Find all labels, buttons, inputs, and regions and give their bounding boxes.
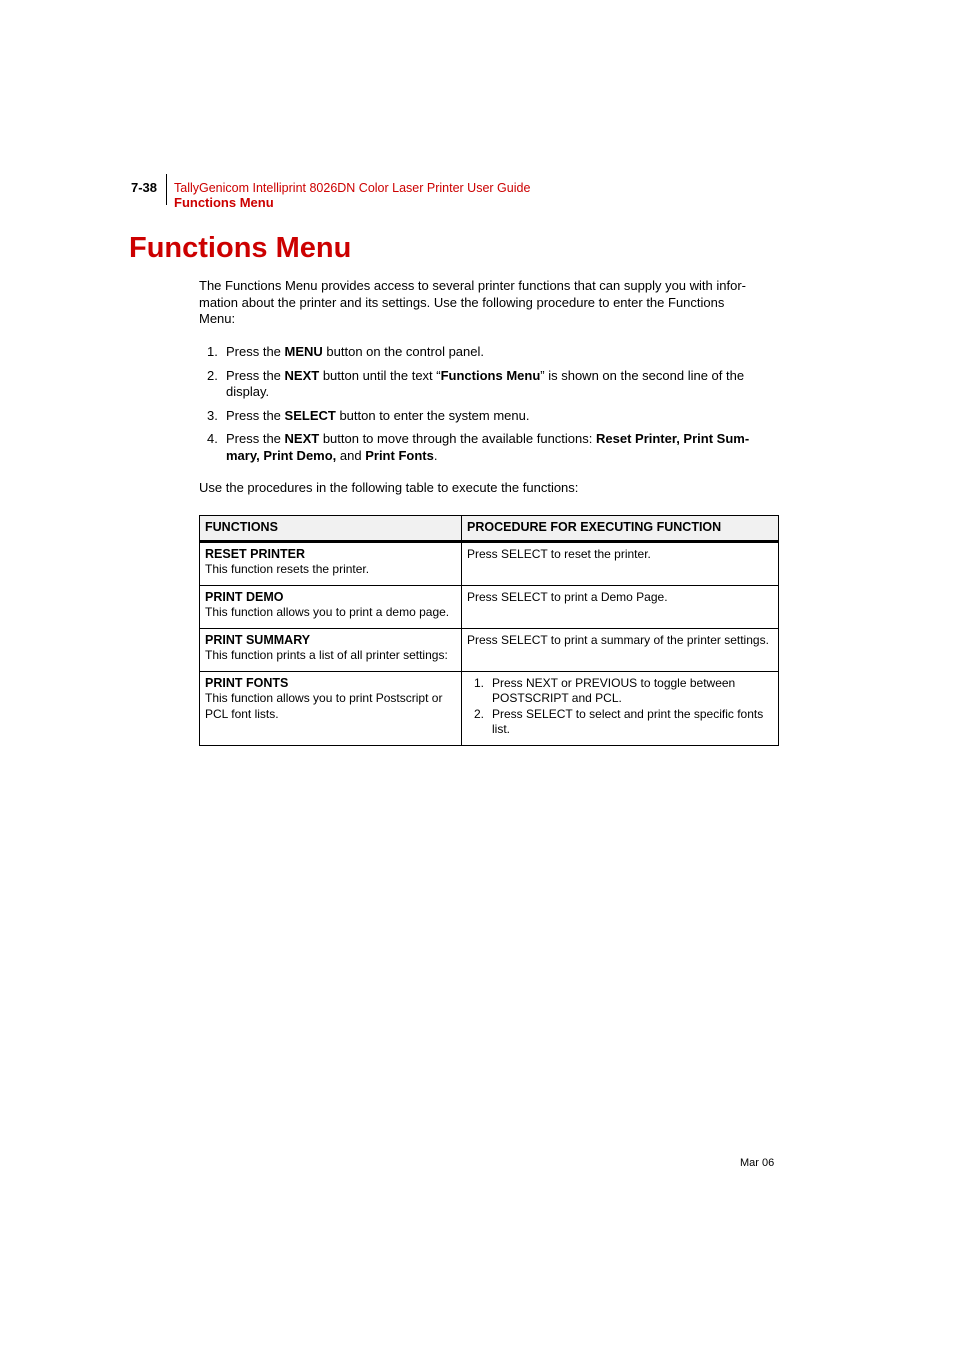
procedure-steps	[467, 676, 773, 738]
procedure-cell: Press SELECT to print a Demo Page.	[462, 585, 779, 628]
table-row	[200, 585, 779, 628]
intro-line: The Functions Menu provides access to several printer functions that can supply you with infor-	[199, 278, 746, 293]
step-text-run: Press the	[226, 431, 285, 446]
functions-table	[199, 515, 779, 746]
step-text-run: button to move through the available functions:	[319, 431, 596, 446]
function-description: This function allows you to print a demo page.	[205, 605, 450, 619]
step-text	[226, 344, 484, 359]
step-text-run: button on the control panel.	[322, 344, 484, 359]
step-number: 1.	[207, 344, 218, 359]
function-cell	[200, 585, 462, 628]
step-text-bold: Reset Printer, Print Sum-mary, Print Demo,	[226, 431, 750, 463]
step-text	[226, 408, 530, 423]
step-text-run: and	[336, 447, 366, 463]
step-text-run: button until the text “	[319, 367, 441, 383]
function-cell	[200, 671, 462, 745]
table-row	[200, 541, 779, 585]
step-number: 2.	[207, 367, 218, 383]
function-description: This function resets the printer.	[205, 562, 370, 576]
running-header-section: Functions Menu	[174, 195, 274, 210]
function-name: PRINT SUMMARY	[205, 632, 311, 647]
function-description: This function prints a list of all printer settings:	[205, 648, 448, 662]
procedure-step-item	[199, 408, 781, 425]
procedure-step-text: Press SELECT to select and print the specific fonts list.	[492, 706, 764, 736]
step-text-bold: SELECT	[284, 407, 336, 423]
page-title: Functions Menu	[129, 232, 352, 264]
intro-paragraph	[199, 278, 781, 328]
step-text	[226, 431, 749, 463]
function-name: PRINT FONTS	[205, 675, 289, 690]
step-text-run: Press the	[226, 407, 285, 423]
function-cell	[200, 628, 462, 671]
procedure-cell	[462, 671, 779, 745]
procedure-step	[474, 675, 773, 707]
function-name: RESET PRINTER	[205, 546, 306, 561]
page-number: 7-38	[131, 180, 158, 195]
function-cell	[200, 541, 462, 585]
procedure-cell: Press SELECT to reset the printer.	[462, 541, 779, 585]
procedure-steps-list	[199, 344, 781, 471]
step-text-bold: Print Fonts	[365, 447, 434, 463]
table-header-row	[200, 516, 779, 542]
procedure-step-text: Press NEXT or PREVIOUS to toggle between POSTSCRIPT and PCL.	[492, 675, 736, 705]
procedure-step-item	[199, 344, 781, 361]
running-header-guide-title: TallyGenicom Intelliprint 8026DN Color Laser Printer User Guide	[174, 181, 531, 195]
step-text-bold: NEXT	[284, 431, 320, 446]
step-text-bold: MENU	[284, 344, 323, 359]
table-row	[200, 671, 779, 745]
step-text-bold: NEXT	[284, 367, 320, 383]
column-header-functions: FUNCTIONS	[200, 516, 462, 542]
procedure-step-item	[199, 368, 781, 401]
intro-line: mation about the printer and its settings. Use the following procedure to enter the Functions	[199, 294, 725, 310]
function-description: This function allows you to print Postscript or PCL font lists.	[205, 691, 443, 721]
step-text-bold: Functions Menu	[440, 367, 541, 383]
step-text-run: Press the	[226, 367, 285, 383]
procedure-cell: Press SELECT to print a summary of the printer settings.	[462, 628, 779, 671]
intro-line: Menu:	[199, 311, 236, 326]
procedure-step-number: 1.	[474, 675, 485, 690]
step-number: 3.	[207, 407, 218, 423]
step-text-run: ” is shown on the second line of the display.	[226, 367, 745, 399]
procedure-step	[474, 706, 773, 738]
step-text	[226, 368, 744, 400]
table-intro: Use the procedures in the following table to execute the functions:	[199, 480, 579, 495]
header-divider	[166, 174, 167, 205]
footer-date: Mar 06	[740, 1157, 775, 1169]
step-text-run: button to enter the system menu.	[335, 407, 530, 423]
procedure-step-number: 2.	[474, 706, 485, 721]
procedure-step-item	[199, 431, 781, 464]
table-row	[200, 628, 779, 671]
column-header-procedure: PROCEDURE FOR EXECUTING FUNCTION	[462, 516, 779, 542]
step-text-run: Press the	[226, 344, 285, 359]
step-text-run: .	[433, 447, 438, 463]
function-name: PRINT DEMO	[205, 589, 284, 604]
step-number: 4.	[207, 431, 218, 446]
